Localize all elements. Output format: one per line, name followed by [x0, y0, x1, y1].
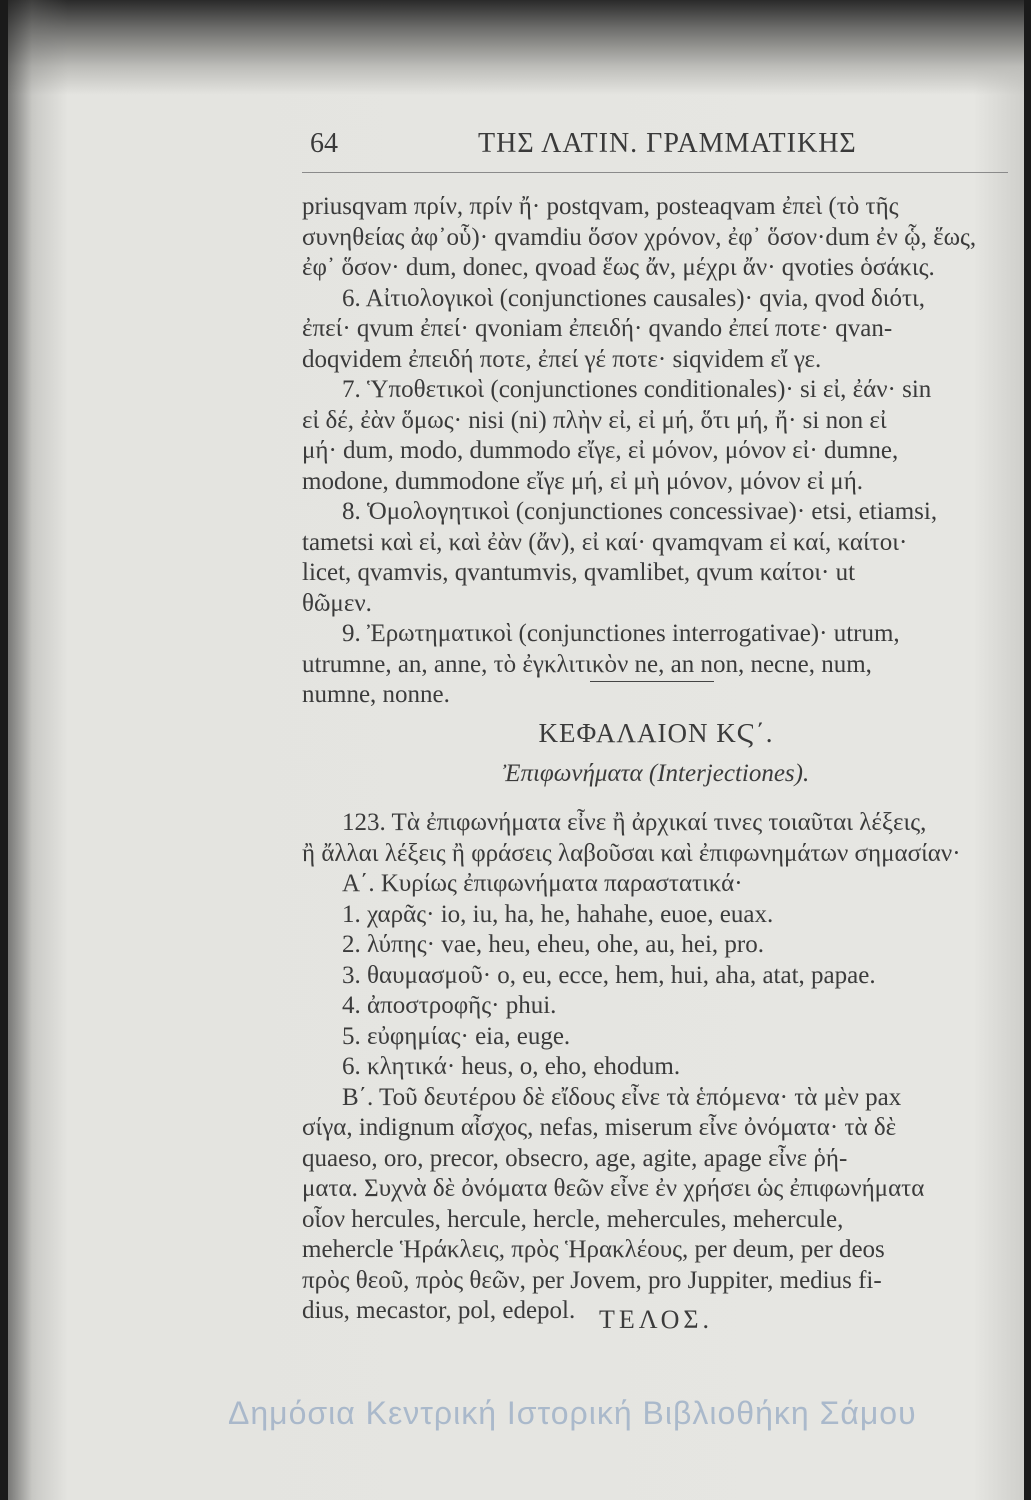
text-line: doqvidem ἐπειδή ποτε, ἐπεί γέ ποτε· siqvidem εἴ γε. — [302, 345, 822, 373]
page-header — [310, 128, 1018, 164]
page-left-shadow — [8, 0, 68, 1500]
text-line: 9. Ἐρωτηματικοὶ (conjunctiones interrogativae)· utrum, — [342, 620, 900, 647]
text-line: dius, mecastor, pol, edepol. — [302, 1297, 576, 1324]
page-number: 64 — [310, 128, 338, 159]
text-line: tametsi καὶ εἰ, καὶ ἐὰν (ἄν), εἰ καί· qvamqvam εἰ καί, καίτοι· — [302, 528, 908, 556]
body-text-section-1 — [302, 192, 1010, 711]
text-line: 6. Αἰτιολογικοὶ (conjunctiones causales)· qvia, qvod διότι, — [342, 284, 926, 312]
text-line: 3. θαυμασμοῦ· o, eu, ecce, hem, hui, aha, atat, papae. — [342, 961, 876, 989]
text-line: 1. χαρᾶς· io, iu, ha, he, hahahe, euoe, euax. — [342, 900, 774, 928]
text-line: σίγα, indignum αἶσχος, nefas, miserum εἶνε ὀνόματα· τὰ δὲ — [302, 1114, 897, 1141]
text-line: μή· dum, modo, dummodo εἴγε, εἰ μόνον, μόνον εἰ· dumne, — [302, 437, 899, 464]
text-line: Β΄. Τοῦ δευτέρου δὲ εἴδους εἶνε τὰ ἑπόμενα· τὰ μὲν pax — [342, 1083, 902, 1111]
page-top-shadow — [8, 0, 1024, 95]
text-line: licet, qvamvis, qvantumvis, qvamlibet, qvum καίτοι· ut — [302, 559, 856, 586]
chapter-title: ΚΕΦΑΛΑΙΟΝ ΚϚ΄. — [538, 718, 774, 748]
text-line: εἰ δέ, ἐὰν ὅμως· nisi (ni) πλὴν εἰ, εἰ μή, ὅτι μή, ἤ· si non εἰ — [302, 406, 887, 434]
text-line: οἷον hercules, hercule, hercle, mehercules, mehercule, — [302, 1205, 844, 1233]
text-line: 5. εὐφημίας· eia, euge. — [342, 1022, 571, 1050]
library-watermark: Δημόσια Κεντρική Ιστορική Βιβλιοθήκη Σάμου — [228, 1395, 917, 1431]
text-line: 7. Ὑποθετικοὶ (conjunctiones conditionales)· si εἰ, ἐάν· sin — [342, 376, 932, 403]
text-line: 6. κλητικά· heus, o, eho, ehodum. — [342, 1053, 681, 1080]
running-title: ΤΗΣ ΛΑΤΙΝ. ΓΡΑΜΜΑΤΙΚΗΣ — [478, 128, 857, 159]
text-line: mehercle Ἡράκλεις, πρὸς Ἡρακλέους, per deum, per deos — [302, 1236, 885, 1263]
end-mark: ΤΕΛΟΣ. — [599, 1305, 713, 1334]
text-line: numne, nonne. — [302, 681, 450, 708]
text-line: ἐφ᾽ ὅσον· dum, donec, qvoad ἕως ἄν, μέχρι ἄν· qvoties ὁσάκις. — [302, 254, 935, 281]
text-line: ματα. Συχνὰ δὲ ὀνόματα θεῶν εἶνε ἐν χρήσει ὡς ἐπιφωνήματα — [302, 1175, 925, 1202]
text-line: ἢ ἄλλαι λέξεις ἢ φράσεις λαβοῦσαι καὶ ἐπιφωνημάτων σημασίαν· — [302, 839, 961, 867]
text-line: πρὸς θεοῦ, πρὸς θεῶν, per Jovem, pro Juppiter, medius fi- — [302, 1266, 882, 1294]
text-line: Α΄. Κυρίως ἐπιφωνήματα παραστατικά· — [342, 870, 743, 897]
chapter-subtitle: Ἐπιφωνήματα (Interjectiones). — [502, 760, 810, 787]
text-line: modone, dummodone εἴγε μή, εἰ μὴ μόνον, μόνον εἰ μή. — [302, 467, 864, 495]
text-line: priusqvam πρίν, πρίν ἤ· postqvam, posteaqvam ἐπεὶ (τὸ τῆς — [302, 193, 899, 220]
text-line: 8. Ὁμολογητικοὶ (conjunctiones concessivae)· etsi, etiamsi, — [342, 498, 938, 525]
text-line: 2. λύπης· vae, heu, eheu, ohe, au, hei, pro. — [342, 931, 765, 958]
text-line: 123. Τὰ ἐπιφωνήματα εἶνε ἢ ἀρχικαί τινες τοιαῦται λέξεις, — [342, 809, 927, 836]
text-line: quaeso, oro, precor, obsecro, age, agite, apage εἶνε ῥή- — [302, 1144, 848, 1172]
text-line: συνηθείας ἀφ᾽οὗ)· qvamdiu ὅσον χρόνον, ἐφ᾽ ὅσον·dum ἐν ᾧ, ἕως, — [302, 223, 977, 251]
section-divider — [590, 681, 714, 682]
body-text-section-2 — [302, 808, 1010, 1327]
text-line: 4. ἀποστροφῆς· phui. — [342, 992, 557, 1019]
text-line: utrumne, an, anne, τὸ ἐγκλιτικὸν ne, an non, necne, num, — [302, 650, 872, 678]
text-line: θῶμεν. — [302, 589, 372, 617]
text-line: ἐπεί· qvum ἐπεί· qvoniam ἐπειδή· qvando ἐπεί ποτε· qvan- — [302, 315, 893, 342]
header-rule — [302, 172, 1008, 173]
